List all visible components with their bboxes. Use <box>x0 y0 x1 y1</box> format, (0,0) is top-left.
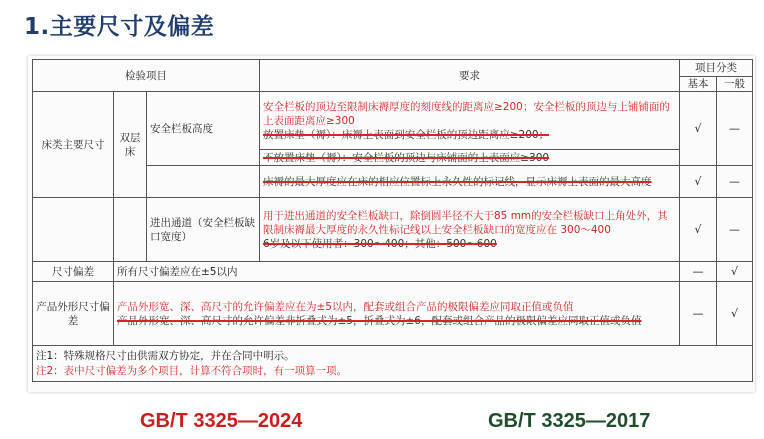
group-bed-main-size: 床类主要尺寸 <box>33 92 114 198</box>
mattress-mark-requirement <box>260 166 680 198</box>
size-general-mark: √ <box>717 262 753 282</box>
gap-general-mark: — <box>717 198 753 262</box>
gap-item-label: 进出通道（安全栏板缺口宽度） <box>147 198 260 262</box>
guard-req-old-2: 不放置床垫（褥）：安全栏板的顶边与床铺面的上表面应≥300 <box>263 151 550 164</box>
size-dev-requirement: 所有尺寸偏差应在±5以内 <box>114 262 680 282</box>
header-requirement: 要求 <box>260 60 680 92</box>
guard-general-mark: — <box>717 92 753 166</box>
mattress-basic-mark: √ <box>680 166 717 198</box>
header-category: 项目分类 <box>680 60 753 77</box>
note-1: 注1：特殊规格尺寸由供需双方协定，并在合同中明示。 <box>36 349 295 362</box>
gap-req-old: 6岁及以下使用者：300～400；其他：500～600 <box>263 237 497 250</box>
inspection-table <box>32 59 753 382</box>
shape-dev-label: 产品外形尺寸偏差 <box>33 282 114 346</box>
gap-bed-blank <box>114 198 147 262</box>
double-bed-label <box>114 92 147 198</box>
double-bed-text: 双层床 <box>119 131 141 158</box>
shape-dev-requirement <box>114 282 680 346</box>
header-basic: 基本 <box>680 77 717 92</box>
mattress-mark-blank <box>147 166 260 198</box>
standard-table-sheet <box>28 56 755 392</box>
notes-cell <box>33 346 753 382</box>
page-title: 1.主要尺寸及偏差 <box>24 14 215 40</box>
size-dev-label: 尺寸偏差 <box>33 262 114 282</box>
shape-req-old: 产品外形宽、深、高尺寸的允许偏差非折叠式为±5，折叠式为±6，配套或组合产品的极限偏差应同取正值或负值 <box>117 314 642 327</box>
guard-basic-mark: √ <box>680 92 717 166</box>
gap-req-new: 用于进出通道的安全栏板缺口，除倒圆半径不大于85 mm的安全栏板缺口上角处外，其限制床褥最大厚度的永久性标记线以上安全栏板缺口的宽度应在 300～400 <box>263 209 668 236</box>
shape-general-mark: √ <box>717 282 753 346</box>
header-general: 一般 <box>717 77 753 92</box>
mattress-req-old: 床褥的最大厚度应在床的相应位置标上永久性的标记线，显示床褥上表面的最大高度 <box>263 175 652 188</box>
guard-req-new: 安全栏板的顶边至限制床褥厚度的刻度线的距离应≥200；安全栏板的顶边与上铺铺面的上表面距离应≥300 <box>263 100 670 127</box>
header-inspection-item: 检验项目 <box>33 60 260 92</box>
mattress-general-mark: — <box>717 166 753 198</box>
gap-requirement <box>260 198 680 262</box>
note-2: 注2：表中尺寸偏差为多个项目，计算不符合项时，有一项算一项。 <box>36 364 348 377</box>
shape-basic-mark: — <box>680 282 717 346</box>
standard-2024-label: GB/T 3325—2024 <box>140 410 303 432</box>
guard-height-requirement <box>260 92 680 150</box>
shape-req-new: 产品外形宽、深、高尺寸的允许偏差应在为±5以内，配套或组合产品的极限偏差应同取正值或负值 <box>117 300 574 313</box>
guard-height-requirement-2 <box>260 150 680 166</box>
size-basic-mark: — <box>680 262 717 282</box>
gap-group-blank <box>33 198 114 262</box>
gap-basic-mark: √ <box>680 198 717 262</box>
guard-req-old-1: 放置床垫（褥）：床褥上表面到安全栏板的顶边距离应≥200； <box>263 128 550 141</box>
guard-height-label: 安全栏板高度 <box>147 92 260 166</box>
standard-2017-label: GB/T 3325—2017 <box>488 410 651 432</box>
